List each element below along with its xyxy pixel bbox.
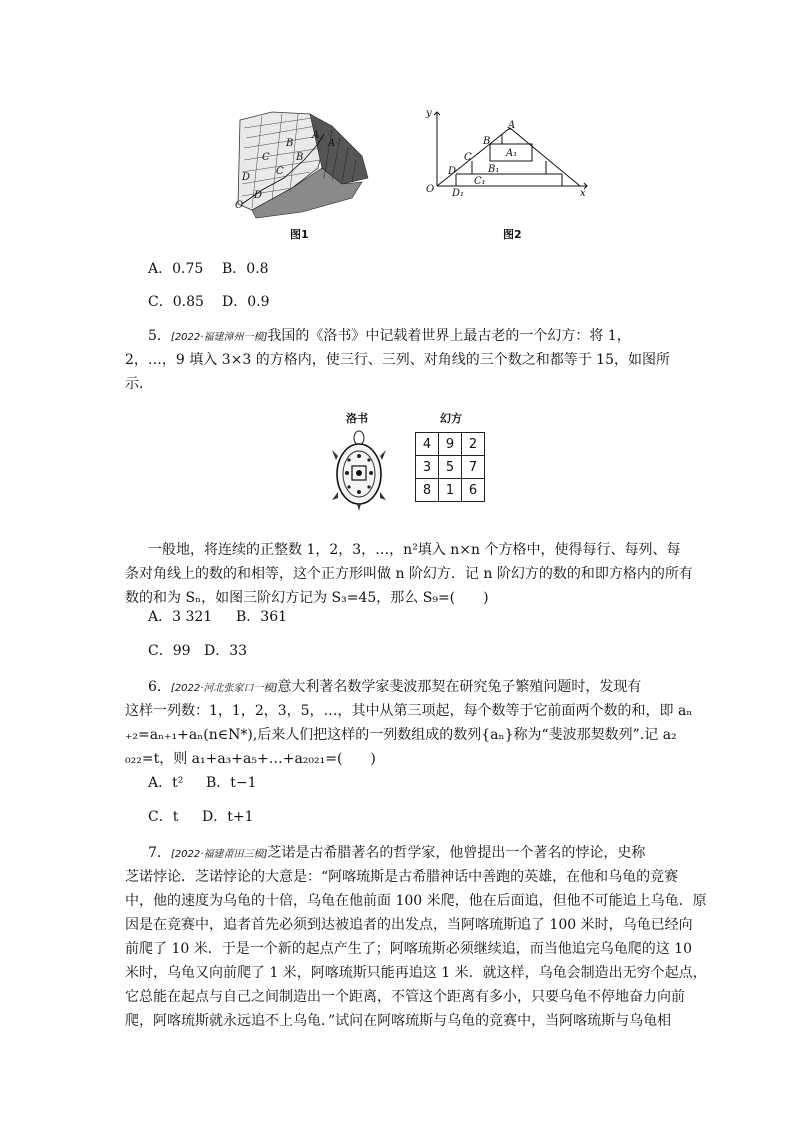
fig1-label-d: D	[242, 172, 251, 183]
q7-line-4: 因是在竞赛中，追者首先必须到达被追者的出发点，当阿喀琉斯追了 100 米时，乌龟已经向	[125, 917, 693, 933]
fig1-label-a: A	[312, 130, 320, 141]
q7-text-1: 芝诺是古希腊著名的哲学家，他曾提出一个著名的悖论，史称	[267, 845, 646, 861]
q7-number: 7．	[148, 845, 171, 861]
magic-square-title: 幻方	[440, 412, 462, 425]
fig1-label-b: B	[286, 138, 294, 149]
q4-option-c: C．0.85	[148, 294, 204, 310]
q5-line-3: 示．	[125, 376, 153, 392]
q7-line-1	[148, 842, 703, 866]
magic-row	[416, 456, 485, 479]
fig2-label-b1: B₁	[488, 164, 500, 175]
fig1-label-c2: C	[276, 166, 284, 177]
q5-para-2: 条对角线上的数的和相等，这个正方形叫做 n 阶幻方．记 n 阶幻方的数的和即方格内的所有	[125, 566, 693, 582]
fig2-label-d: D	[448, 166, 457, 177]
q5-option-c: C．99	[148, 643, 191, 659]
magic-cell: 5	[439, 456, 462, 479]
fig2-label-o: O	[426, 184, 435, 195]
turtle-icon	[330, 430, 388, 512]
q5-line-2: 2，…，9 填入 3×3 的方格内，使三行、三列、对角线的三个数之和都等于 15，如图所	[125, 352, 670, 368]
q7-line-6: 米时，乌龟又向前爬了 1 米，阿喀琉斯只能再追这 1 米．就这样，乌龟会制造出无穷个起点，	[125, 965, 707, 981]
q5-option-a: A．3 321	[148, 609, 213, 625]
fig2-label-a: A	[508, 120, 516, 131]
q4-option-a: A．0.75	[148, 261, 204, 277]
fig2-label-x: x	[580, 188, 586, 199]
fig1-label-b2: B	[296, 152, 304, 163]
q6-line-2: 这样一列数：1，1，2，3，5，…，其中从第三项起，每个数等于它前面两个数的和，即 aₙ	[125, 703, 693, 719]
fig1-label-o: O	[235, 200, 244, 211]
fig2-label-b: B	[483, 136, 491, 147]
q6-line-4: ₀₂₂=t，则 a₁+a₃+a₅+…+a₂₀₂₁=( )	[125, 751, 376, 767]
fig2-label-y: y	[426, 108, 432, 119]
magic-cell: 9	[439, 433, 462, 456]
q6-text-1: 意大利著名数学家斐波那契在研究兔子繁殖问题时，发现有	[277, 679, 642, 695]
q6-source: [2022·河北张家口一模]	[170, 683, 278, 694]
q5-option-b: B．361	[236, 609, 288, 625]
magic-cell: 8	[416, 479, 439, 502]
q5-number: 5．	[148, 328, 171, 344]
q5-text-1: 我国的《洛书》中记载着世界上最古老的一个幻方：将 1，	[267, 328, 631, 344]
q5-para-3: 数的和为 Sₙ，如图三阶幻方记为 S₃=45，那么 S₉=( )	[125, 590, 489, 606]
magic-row	[416, 433, 485, 456]
q7-line-2: 芝诺悖论．芝诺悖论的大意是：“阿喀琉斯是古希腊神话中善跑的英雄，在他和乌龟的竞赛	[125, 869, 679, 885]
q5-para-1: 一般地，将连续的正整数 1，2，3，…，n²填入 n×n 个方格中，使得每行、每列、每	[148, 542, 681, 558]
q4-option-d: D．0.9	[222, 294, 270, 310]
magic-cell: 1	[439, 479, 462, 502]
figure-1-caption: 图1	[290, 228, 309, 241]
figure-2-caption: 图2	[503, 228, 522, 241]
q7-source: [2022·福建莆田三模]	[170, 849, 268, 860]
magic-row	[416, 479, 485, 502]
q5-option-d: D．33	[204, 643, 248, 659]
q6-line-3: ₊₂=aₙ₊₁+aₙ(n∈N*),后来人们把这样的一列数组成的数列{aₙ}称为“斐波那契数列”.记 a₂	[125, 727, 677, 743]
q6-line-1	[148, 676, 703, 700]
q4-option-b: B．0.8	[222, 261, 269, 277]
q6-option-b: B．t−1	[206, 775, 257, 791]
q6-option-c: C．t	[148, 809, 179, 825]
figure-2-diagram	[422, 108, 592, 204]
fig1-label-d2: D	[254, 190, 263, 201]
q6-option-a: A．t²	[148, 775, 184, 791]
q7-line-8: 爬，阿喀琉斯就永远追不上乌龟．”试问在阿喀琉斯与乌龟的竞赛中，当阿喀琉斯与乌龟相	[125, 1013, 672, 1029]
magic-square-grid	[415, 432, 485, 502]
q6-number: 6．	[148, 679, 171, 695]
roof-illustration	[232, 108, 372, 220]
q7-line-3: 中，他的速度为乌龟的十倍，乌龟在他前面 100 米爬，他在后面追，但他不可能追上乌龟．原	[125, 893, 707, 909]
fig2-label-a1: A₁	[506, 148, 518, 159]
turtle-illustration	[330, 430, 388, 512]
q5-source: [2022·福建漳州一模]	[170, 332, 268, 343]
luoshu-title: 洛书	[346, 412, 368, 425]
q6-option-d: D．t+1	[202, 809, 254, 825]
q7-line-7: 它总能在起点与自己之间制造出一个距离，不管这个距离有多小，只要乌龟不停地奋力向前	[125, 989, 685, 1005]
q7-line-5: 前爬了 10 米．于是一个新的起点产生了；阿喀琉斯必须继续追，而当他追完乌龟爬的这 10	[125, 941, 692, 957]
figure-1-roof-image	[232, 108, 372, 220]
fig2-label-c: C	[464, 152, 472, 163]
magic-cell: 7	[462, 456, 485, 479]
magic-cell: 3	[416, 456, 439, 479]
fig1-label-c: C	[262, 152, 270, 163]
fig2-label-d1: D₁	[452, 188, 465, 199]
magic-cell: 4	[416, 433, 439, 456]
q5-line-1	[148, 325, 703, 349]
fig1-label-a2: A	[328, 138, 336, 149]
magic-cell: 6	[462, 479, 485, 502]
magic-square	[415, 432, 485, 502]
fig2-label-c1: C₁	[474, 176, 486, 187]
magic-cell: 2	[462, 433, 485, 456]
